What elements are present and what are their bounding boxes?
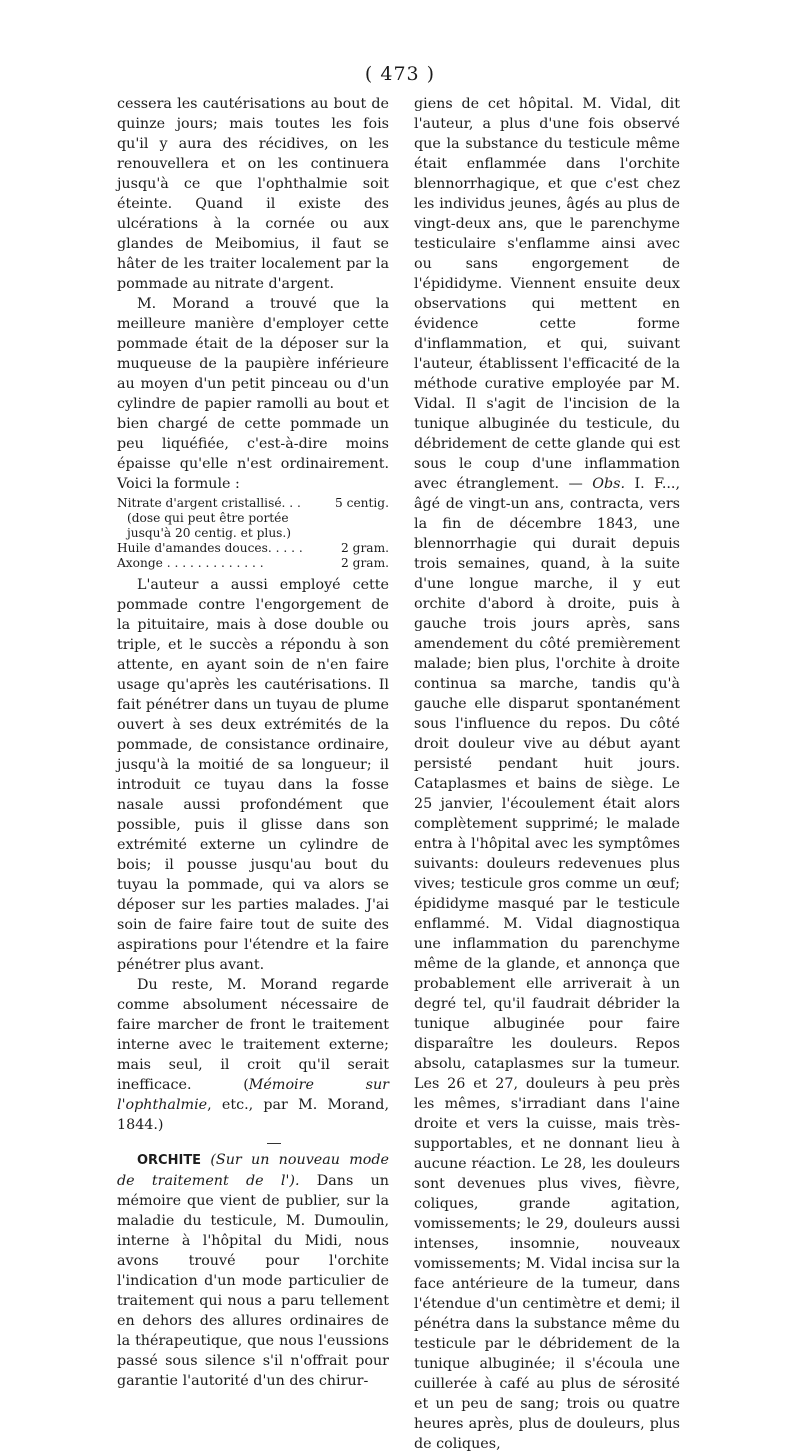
paragraph-text: giens de cet hôpital. M. Vidal, dit l'auteur, a plus d'une fois observé que la substance du testicule même était enflammée dans l'orchite blennorrhagique, et que c'est chez les individus jeunes, âgés au plus de vingt-deux ans, que le parenchyme testiculaire s'enflamme ainsi avec ou sans engorgement de l'épididyme. Viennent ensuite deux observations qui mettent en évidence cette forme d'inflammation, et qui, suivant l'auteur, établissent l'efficacité de la méthode curative employée par M. Vidal. Il s'agit de l'incision de la tunique albuginée du testicule, du débridement de cette glande qui est sous le coup d'une inflammation avec étranglement. — [414, 96, 680, 492]
ingredient-quantity: 2 gram. [341, 541, 389, 555]
ingredient-quantity: 2 gram. [341, 556, 389, 570]
ingredient-name: Nitrate d'argent cristallisé. . . [117, 496, 301, 510]
page-number: ( 473 ) [364, 63, 436, 85]
ingredient-name: Huile d'amandes douces. . . . . [117, 541, 303, 555]
paragraph-text: Du reste, M. Morand regarde comme absolument nécessaire de faire marcher de front le traitement interne avec le traitement externe; mais seul, il croit qu'il serait inefficace. ( [117, 977, 389, 1093]
paragraph [414, 94, 680, 1454]
paragraph-text: I. F..., âgé de vingt-un ans, contracta, vers la fin de décembre 1843, une blennorrhagie qui durait depuis trois semaines, quand, à la suite d'une longue marche, il y eut orchite d'abord à droite, puis à gauche trois jours après, sans amendement du côté premièrement malade; bien plus, l'orchite à droite continua sa marche, tandis qu'à gauche elle disparut spontanément sous l'influence du repos. Du côté droit douleur vive au début ayant persisté pendant huit jours. Cataplasmes et bains de siège. Le 25 janvier, l'écoulement était alors complètement supprimé; le malade entra à l'hôpital avec les symptômes suivants: douleurs redevenues plus vives; testicule gros comme un œuf; épididyme masqué par le testicule enflammé. M. Vidal diagnostiqua une inflammation du parenchyme même de la glande, et annonça que probablement elle arriverait à un degré tel, qu'il faudrait débrider la tunique albuginée pour faire disparaître les douleurs. Repos absolu, cataplasmes sur la tumeur. Les 26 et 27, douleurs à peu près les mêmes, s'irradiant dans l'aine droite et vers la cuisse, mais très-supportables, et ne donnant lieu à aucune réaction. Le 28, les douleurs sont devenues plus vives, fièvre, coliques, grande agitation, vomissements; le 29, douleurs aussi intenses, insomnie, nouveaux vomissements; M. Vidal incisa sur la face antérieure de la tumeur, dans l'étendue d'un centimètre et demi; il pénétra dans la substance même du testicule par le débridement de la tunique albuginée; il s'écoula une cuillerée à café au plus de sérosité et un peu de sang; trois ou quatre heures après, plus de douleurs, plus de coliques, [414, 476, 680, 1452]
paragraph: cessera les cautérisations au bout de quinze jours; mais toutes les fois qu'il y aura des récidives, on les renouvellera et on les continuera jusqu'à ce que l'ophthalmie soit éteinte. Quand il existe des ulcérations à la cornée ou aux glandes de Meibomius, il faut se hâter de les traiter localement par la pommade au nitrate d'argent. [117, 96, 389, 292]
paragraph: M. Morand a trouvé que la meilleure manière d'employer cette pommade était de la déposer sur la muqueuse de la paupière inférieure au moyen d'un petit pinceau ou d'un cylindre de papier ramolli au bout et bien chargé de cette pommade un peu liquéfiée, c'est-à-dire moins épaisse qu'elle n'est ordinairement. Voici la formule : [117, 296, 389, 492]
paragraph-text: , etc., par M. Morand, 1844.) [117, 1097, 389, 1133]
observation-label: Obs. [592, 476, 625, 492]
left-column [117, 94, 389, 1391]
formula-note: jusqu'à 20 centig. et plus.) [127, 526, 292, 540]
paragraph [117, 1150, 389, 1391]
section-divider [267, 1143, 281, 1144]
paragraph-text: Dans un mémoire que vient de publier, sur la maladie du testicule, M. Dumoulin, interne à l'hôpital du Midi, nous avons trouvé pour l'orchite l'indication d'un mode particulier de traitement qui nous a paru tellement en dehors des allures ordinaires de la thérapeutique, que nous l'eussions passé sous silence s'il n'offrait pour garantie l'autorité d'un des chirur- [117, 1173, 390, 1389]
formula-table [117, 496, 389, 571]
paragraph [117, 975, 389, 1135]
section-heading: ORCHITE [137, 1153, 202, 1168]
section-subtitle: (Sur un nouveau mode de traitement de l'). [117, 1152, 389, 1189]
reference-title: Mémoire sur l'ophthalmie [117, 1077, 390, 1113]
formula-note: (dose qui peut être portée [127, 511, 289, 525]
formula-row [117, 496, 389, 511]
ingredient-quantity: 5 centig. [335, 496, 389, 510]
ingredient-name: Axonge . . . . . . . . . . . . . [117, 556, 264, 570]
right-column [414, 94, 680, 1454]
formula-row [117, 541, 389, 556]
paragraph: L'auteur a aussi employé cette pommade contre l'engorgement de la pituitaire, mais à dose double ou triple, et le succès a répondu à son attente, en ayant soin de n'en faire usage qu'après les cautérisations. Il fait pénétrer dans un tuyau de plume ouvert à ses deux extrémités de la pommade, de consistance ordinaire, jusqu'à la moitié de sa longueur; il introduit ce tuyau dans la fosse nasale aussi profondément que possible, puis il glisse dans son extrémité externe un cylindre de bois; il pousse jusqu'au bout du tuyau la pommade, qui va alors se déposer sur les parties malades. J'ai soin de faire faire tout de suite des aspirations pour l'étendre et la faire pénétrer plus avant. [117, 577, 389, 973]
formula-row [117, 556, 389, 571]
